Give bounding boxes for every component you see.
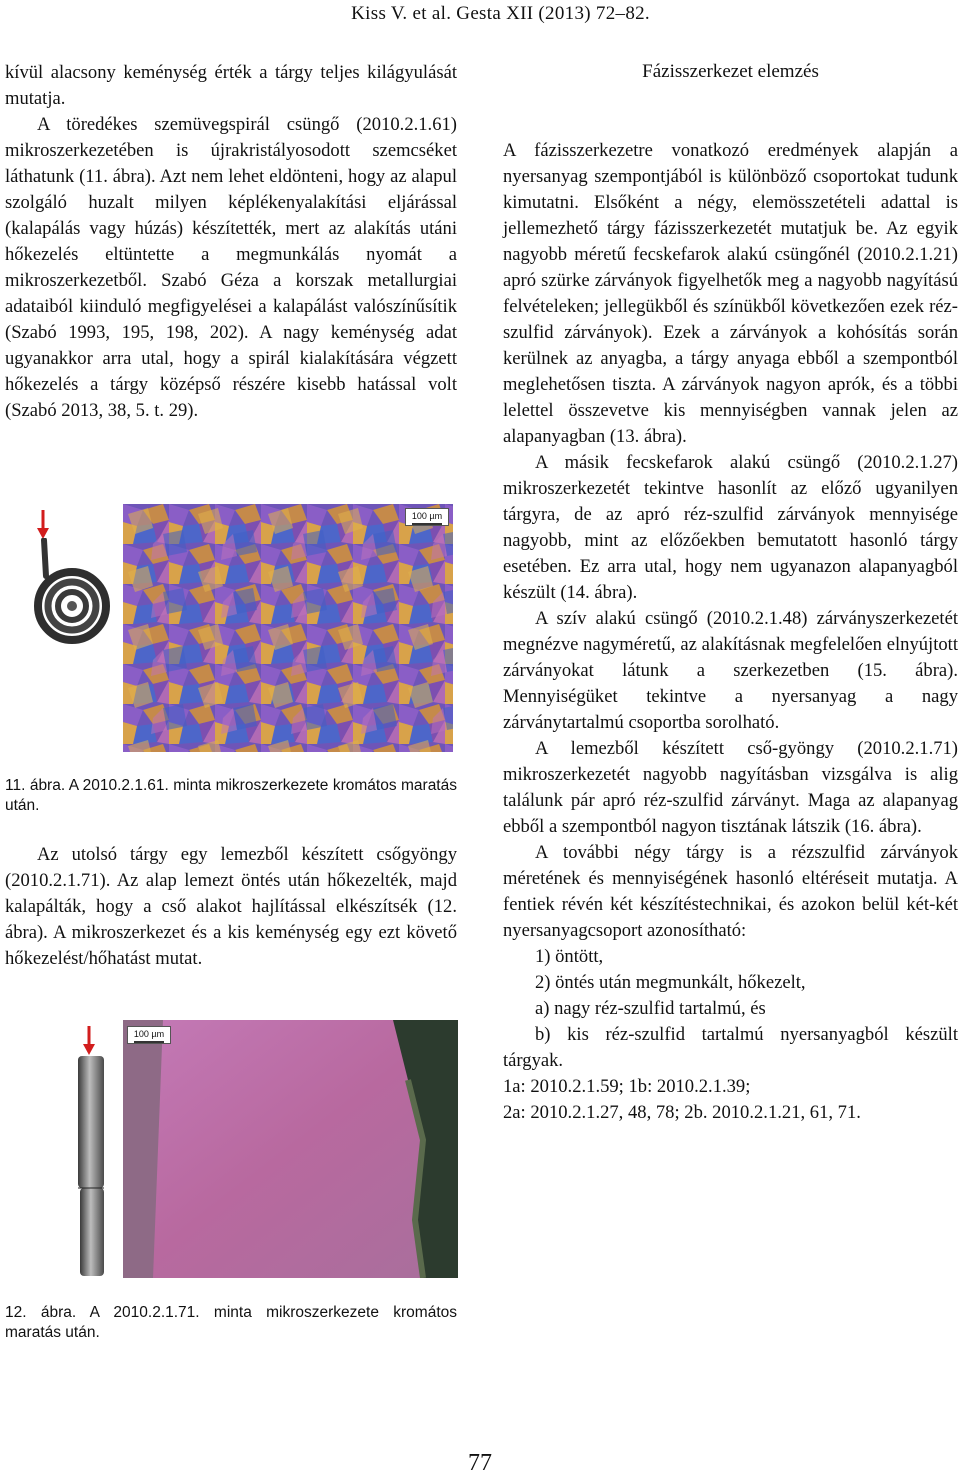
group-codes: 2a: 2010.2.1.27, 48, 78; 2b. 2010.2.1.21, 61, 71. [503, 1102, 861, 1123]
group-codes: 1a: 2010.2.1.59; 1b: 2010.2.1.39; [503, 1076, 751, 1097]
spiral-pendant-image [30, 538, 110, 648]
figure-11-caption: 11. ábra. A 2010.2.1.61. minta mikroszerkezete kromátos maratás után. [5, 777, 457, 814]
paragraph: A töredékes szemüvegspirál csüngő (2010.2.1.61) mikroszerkezetében is újrakristályosodott szemcséket láthatunk (11. ábra). Azt nem lehet eldönteni, hogy az alapul szolgáló huzalt milyen képlékenyalakítási eljárással (kalapálás vagy húzás) készítették, mert az alakítás utáni hőkezelés eltüntette a megmunkálás nyomát a mikroszerkezetből. Szabó Géza a korszak metallurgiai adataiból kiinduló megfigyelései a kalapálást valószínűsítik (Szabó 1993, 195, 198, 202). A nagy keménység adat ugyanakkor arra utal, hogy a spirál kialakítására végzett hőkezelés a tárgy középső részére kisebb hatással volt (Szabó 2013, 38, 5. t. 29). [5, 114, 457, 421]
figure-12 [30, 1020, 460, 1282]
red-arrow-icon [36, 510, 50, 540]
paragraph: A további négy tárgy is a rézszulfid zárványok méretének és mennyiségének hasonló eltéréseit mutatja. A fentiek révén két készítéstechnikai, és azokon belül két-két nyersanyagcsoport azonosítható: [503, 842, 958, 941]
left-column-top [5, 60, 457, 424]
figure-12-caption: 12. ábra. A 2010.2.1.71. minta mikroszerkezete kromátos maratás után. [5, 1304, 457, 1341]
micrograph-12 [123, 1020, 458, 1278]
page-number: 77 [468, 1450, 492, 1476]
tube-bead-image [70, 1056, 114, 1278]
micrograph-11 [123, 504, 453, 752]
paragraph: A fázisszerkezetre vonatkozó eredmények alapján a nyersanyag szempontjából is különböző csoportokat tudunk kimutatni. Elsőként a négy, elemösszetételi adattal is jellemezhető tárgy fázisszerkezetét mutatjuk be. Az egyik nagyobb méretű fecskefarok alakú csüngőnél (2010.2.1.21) apró szürke zárványok figyelhetők meg a nagyobb nagyítású felvételeken; jellegükből és színükből következően ezek réz-szulfid zárványok). Ezek a zárványok a kohósítás során kerülnek az anyagba, a tárgy anyaga ebből a szempontból meglehetősen tiszta. A zárványok nagyon aprók, és a többi lelettel összevetve kis mennyiségben vannak jelen az alapanyagban (13. ábra). [503, 140, 958, 447]
paragraph: Az utolsó tárgy egy lemezből készített csőgyöngy (2010.2.1.71). Az alap lemezt öntés után hőkezelték, majd kalapálták, hogy a cső alakot hajlítással elkészítsék (12. ábra). A mikroszerkezet és a kis keménység egy ezt követő hőkezelést/hőhatást mutat. [5, 844, 457, 969]
section-title: Fázisszerkezet elemzés [642, 61, 819, 82]
list-item: a) nagy réz-szulfid tartalmú, és [535, 998, 766, 1019]
scale-bar: 100 µm [405, 508, 449, 526]
scale-bar: 100 µm [127, 1026, 171, 1044]
left-column-bottom [5, 842, 457, 972]
red-arrow-icon [82, 1026, 96, 1056]
paragraph: A szív alakú csüngő (2010.2.1.48) zárványszerkezetét megnézve nagyméretű, az alakításnak megfelelően elnyújtott zárványokat látunk a szerkezetben (15. ábra). Mennyiségüket tekintve a nyersanyag a nagy zárványtartalmú csoportba sorolható. [503, 608, 958, 733]
running-head: Kiss V. et al. Gesta XII (2013) 72–82. [351, 3, 650, 24]
list-item: 2) öntés után megmunkált, hőkezelt, [535, 972, 806, 993]
list-item: 1) öntött, [535, 946, 604, 967]
paragraph: A másik fecskefarok alakú csüngő (2010.2.1.27) mikroszerkezetét tekintve hasonlít az előző ugyanilyen tárgyra, de az apró réz-szulfid zárványok mennyisége nagyobb, mint az előzőekben bemutatott hasonló tárgy esetében. Ez arra utal, hogy nem ugyanazon alapanyagból készült (14. ábra). [503, 452, 958, 603]
right-column [503, 138, 958, 1126]
paragraph: kívül alacsony keménység érték a tárgy teljes kilágyulását mutatja. [5, 62, 457, 109]
paragraph: A lemezből készített cső-gyöngy (2010.2.1.71) mikroszerkezetét nagyobb nagyításban vizsgálva is alig találunk pár apró réz-szulfid zárványt. Maga az alapanyag ebből a szempontból nagyon tisztának látszik (16. ábra). [503, 738, 958, 837]
figure-11 [30, 510, 460, 760]
list-item: b) kis réz-szulfid tartalmú nyersanyagból készült tárgyak. [503, 1024, 958, 1071]
